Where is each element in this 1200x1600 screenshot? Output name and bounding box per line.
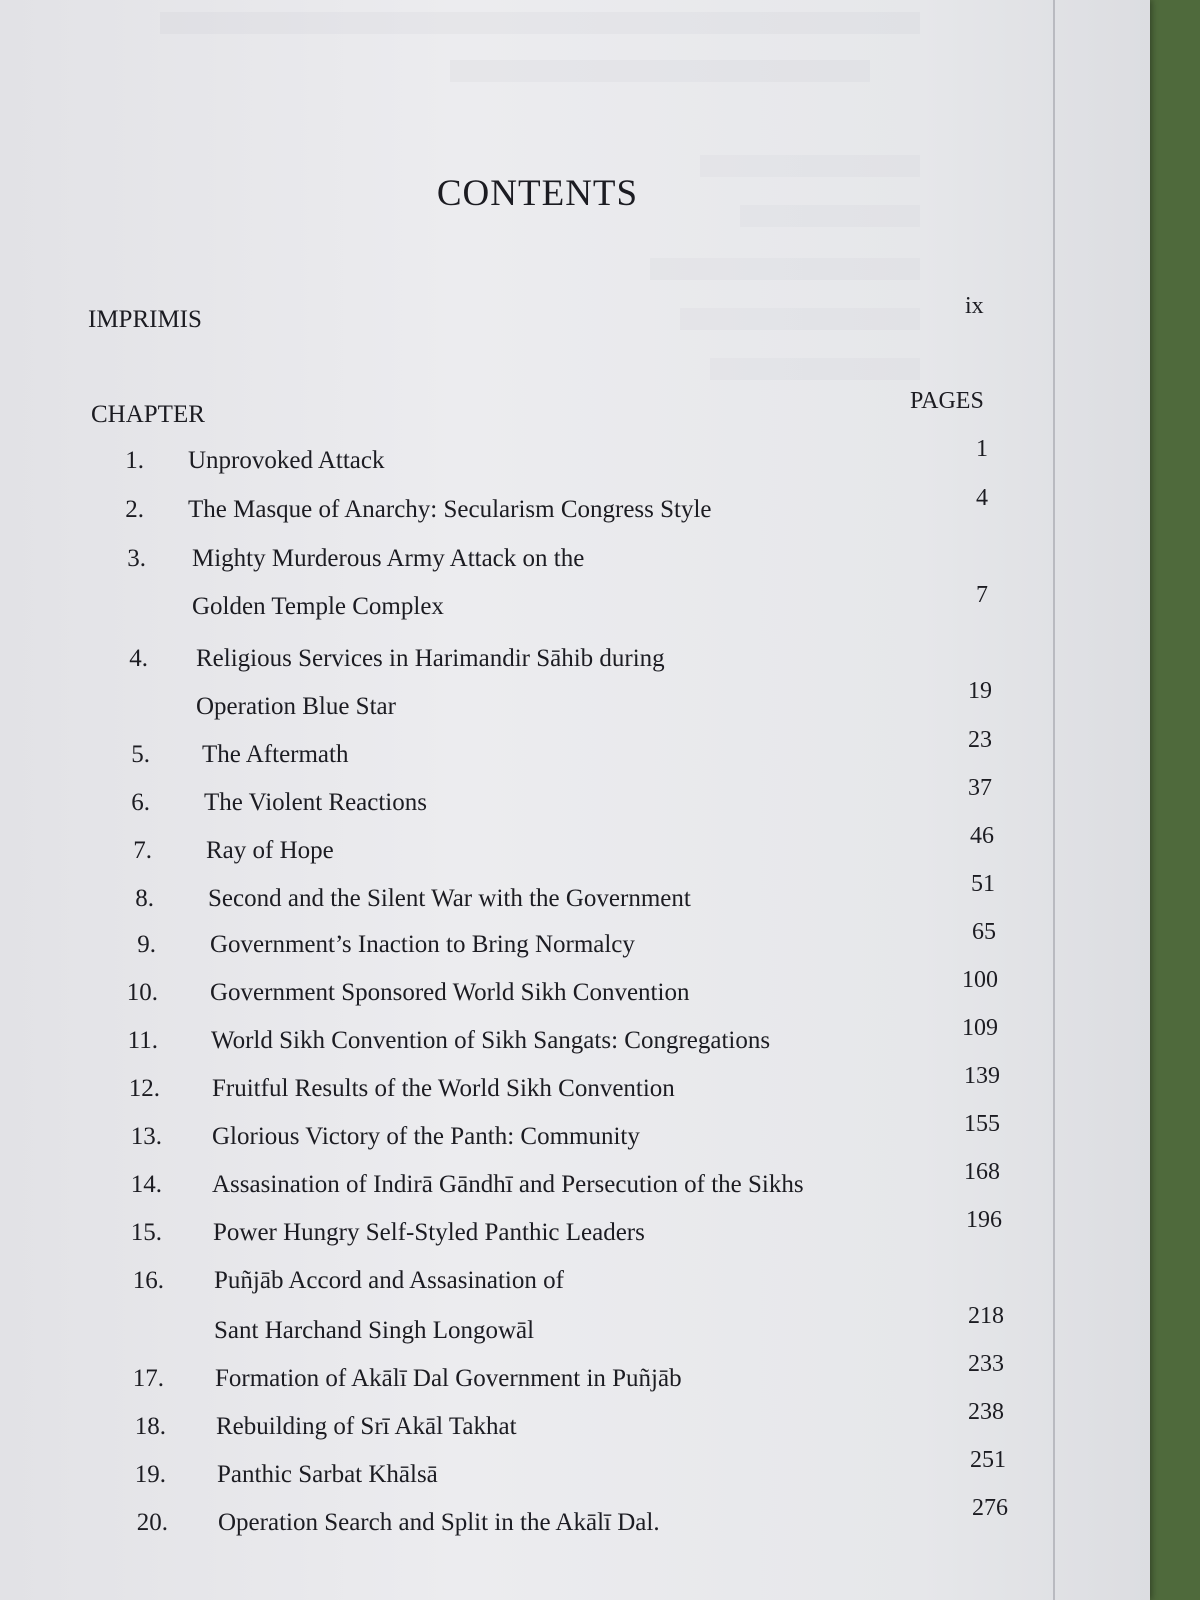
chapter-title: Ray of Hope — [206, 837, 334, 864]
toc-page-number: 1 — [976, 436, 988, 462]
imprimis-label: IMPRIMIS — [88, 306, 202, 333]
chapter-number: 8. — [135, 885, 154, 912]
toc-page-number: 65 — [972, 919, 996, 945]
chapter-title: World Sikh Convention of Sikh Sangats: Congregations — [211, 1027, 771, 1054]
chapter-title: Operation Search and Split in the Akālī Dal. — [218, 1509, 660, 1536]
toc-page-number: 46 — [970, 823, 994, 849]
imprimis-page-number: ix — [965, 293, 984, 319]
chapter-title: Assasination of Indirā Gāndhī and Persecution of the Sikhs — [212, 1171, 804, 1198]
chapter-number: 5. — [131, 741, 150, 768]
toc-page-number: 37 — [968, 775, 992, 801]
pages-column-heading: PAGES — [910, 388, 984, 414]
toc-page-number: 233 — [968, 1351, 1004, 1377]
chapter-title: Government Sponsored World Sikh Convention — [210, 979, 690, 1006]
chapter-number: 6. — [131, 789, 150, 816]
show-through-line — [680, 308, 920, 330]
chapter-title-continued: Sant Harchand Singh Longowāl — [214, 1317, 535, 1344]
chapter-number: 15. — [130, 1219, 162, 1246]
chapter-title: Religious Services in Harimandir Sāhib during — [196, 645, 665, 672]
page-edge — [1053, 0, 1055, 1600]
chapter-title-continued: Golden Temple Complex — [192, 593, 444, 620]
chapter-number: 14. — [130, 1171, 162, 1198]
chapter-title: Fruitful Results of the World Sikh Convention — [212, 1075, 675, 1102]
chapter-column-heading: CHAPTER — [91, 401, 205, 428]
chapter-title: The Aftermath — [202, 741, 349, 768]
chapter-number: 12. — [128, 1075, 160, 1102]
toc-page-number: 196 — [966, 1207, 1002, 1233]
chapter-number: 13. — [130, 1123, 162, 1150]
chapter-number: 20. — [136, 1509, 168, 1536]
toc-page-number: 100 — [962, 967, 998, 993]
toc-page-number: 251 — [970, 1447, 1006, 1473]
toc-page-number: 4 — [976, 485, 988, 511]
chapter-title: Second and the Silent War with the Government — [208, 885, 691, 912]
chapter-title: Formation of Akālī Dal Government in Puñjāb — [215, 1365, 682, 1392]
toc-page-number: 155 — [964, 1111, 1000, 1137]
contents-title: CONTENTS — [436, 173, 639, 214]
chapter-title: The Violent Reactions — [204, 789, 427, 816]
chapter-number: 19. — [134, 1461, 166, 1488]
show-through-line — [650, 258, 920, 280]
chapter-title: Government’s Inaction to Bring Normalcy — [210, 931, 635, 958]
chapter-title: Power Hungry Self-Styled Panthic Leaders — [213, 1219, 645, 1246]
chapter-number: 11. — [127, 1027, 158, 1054]
chapter-title: Rebuilding of Srī Akāl Takhat — [216, 1413, 517, 1440]
toc-page-number: 238 — [968, 1399, 1004, 1425]
toc-page-number: 139 — [964, 1063, 1000, 1089]
chapter-title: Puñjāb Accord and Assasination of — [214, 1267, 564, 1294]
chapter-number: 16. — [132, 1267, 164, 1294]
chapter-title: Unprovoked Attack — [188, 447, 385, 474]
chapter-number: 2. — [125, 496, 144, 523]
chapter-number: 18. — [134, 1413, 166, 1440]
chapter-number: 4. — [129, 645, 148, 672]
show-through-line — [450, 60, 870, 82]
toc-page-number: 51 — [971, 871, 995, 897]
chapter-number: 3. — [127, 545, 146, 572]
toc-page-number: 276 — [972, 1495, 1008, 1521]
chapter-title-continued: Operation Blue Star — [196, 693, 396, 720]
chapter-number: 10. — [126, 979, 158, 1006]
chapter-title: The Masque of Anarchy: Secularism Congress Style — [188, 496, 712, 523]
toc-page-number: 7 — [976, 582, 988, 608]
chapter-title: Panthic Sarbat Khālsā — [217, 1461, 438, 1488]
chapter-number: 7. — [133, 837, 152, 864]
show-through-line — [710, 358, 920, 380]
chapter-number: 9. — [137, 931, 156, 958]
toc-page-number: 109 — [962, 1015, 998, 1041]
chapter-title: Mighty Murderous Army Attack on the — [192, 545, 585, 572]
chapter-number: 17. — [132, 1365, 164, 1392]
toc-page-number: 23 — [968, 727, 992, 753]
toc-page-number: 218 — [968, 1303, 1004, 1329]
chapter-number: 1. — [125, 447, 144, 474]
toc-page-number: 168 — [964, 1159, 1000, 1185]
show-through-line — [160, 12, 920, 34]
chapter-title: Glorious Victory of the Panth: Community — [212, 1123, 640, 1150]
toc-page-number: 19 — [968, 678, 992, 704]
